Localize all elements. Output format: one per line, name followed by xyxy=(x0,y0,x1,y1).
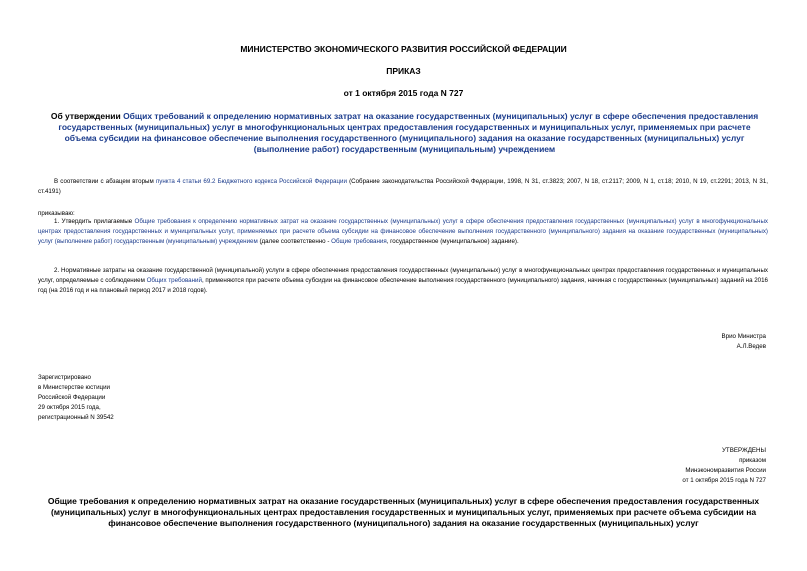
order-title xyxy=(48,111,761,155)
registration-line: регистрационный N 39542 xyxy=(38,414,114,421)
general-requirements-link[interactable]: Общие требования к определению нормативных затрат на оказание государственных (муниципальных) услуг в сфере обеспечения предоставления государственных (муниципальных) услуг в многофункциональных центрах предоставления государственных и муниципальных услуг, применяемых при расчете объема субсидии на финансовое обеспечение выполнения государственного (муниципального) задания на оказание государственных (муниципальных) услуг (выполнение работ) государственным (муниципальным) учреждением xyxy=(38,218,769,245)
registration-line: 29 октября 2015 года, xyxy=(38,404,101,411)
ministry-heading: МИНИСТЕРСТВО ЭКОНОМИЧЕСКОГО РАЗВИТИЯ РОССИЙСКОЙ ФЕДЕРАЦИИ xyxy=(240,44,567,54)
basis-text-pre: В соответствии с абзацем вторым xyxy=(54,178,156,185)
item2-text-post: , применяются при расчете объема субсидии на финансовое обеспечение выполнения государственного (муниципального) задания, начиная с государственных (муниципальных) заданий на 2016 год (на 2016 год и на плановый период 2017 и 2018 годов). xyxy=(38,277,769,294)
item2-text-pre: 2. Нормативные затраты на оказание государственной (муниципальной) услуги в сфере обеспечения предоставления государственных (муниципальных) услуг в многофункциональных центрах предоставления государственных и муниципальных услуг, определяемые с соблюдением xyxy=(38,267,768,284)
general-requirements-short-link[interactable]: Общие требования xyxy=(331,238,387,245)
approval-line: УТВЕРЖДЕНЫ xyxy=(722,447,766,454)
approval-line: приказом xyxy=(739,457,766,464)
registration-block xyxy=(38,373,114,423)
approval-line: Минэкономразвития России xyxy=(685,467,766,474)
item1-text-post: , государственное (муниципальное) задание). xyxy=(386,238,519,245)
doc-type-heading: ПРИКАЗ xyxy=(386,66,421,76)
general-requirements-ref-link[interactable]: Общих требований xyxy=(146,277,202,284)
signature-block xyxy=(722,332,766,352)
item1-text-mid: (далее соответственно - xyxy=(257,238,332,245)
paragraph-basis xyxy=(38,177,768,197)
signature-position: Врио Министра xyxy=(721,333,766,340)
appendix-title: Общие требования к определению нормативных затрат на оказание государственных (муниципальных) услуг в сфере обеспечения предоставления государственных (муниципальных) услуг в многофункциональных центрах предоставления государственных и муниципальных услуг, применяемых при расчете объема субсидии на финансовое обеспечение выполнения государственного (муниципального) задания на оказание государственных (муниципальных) услуг xyxy=(47,496,760,528)
paragraph-item-2 xyxy=(38,266,768,296)
order-title-link[interactable]: Общих требований к определению нормативных затрат на оказание государственных (муниципальных) услуг в сфере обеспечения предоставления государственных (муниципальных) услуг в многофункциональных центрах предоставления государственных и муниципальных услуг, применяемых при расчете объема субсидии на финансовое обеспечение выполнения государственного (муниципального) задания на оказание государственных (муниципальных) услуг (выполнение работ) государственным (муниципальным) учреждением xyxy=(58,111,759,154)
paragraph-order-word: приказываю: xyxy=(38,210,75,217)
budget-code-link[interactable]: пункта 4 статьи 69.2 Бюджетного кодекса Российской Федерации xyxy=(155,178,347,185)
order-title-prefix: Об утверждении xyxy=(50,111,124,121)
signature-name: А.Л.Ведев xyxy=(736,343,766,350)
item1-text-pre: 1. Утвердить прилагаемые xyxy=(54,218,135,225)
paragraph-item-1 xyxy=(38,217,768,247)
registration-line: Зарегистрировано xyxy=(38,374,91,381)
registration-line: в Министерстве юстиции xyxy=(38,384,111,391)
basis-text-post: (Собрание законодательства Российской Федерации, 1998, N 31, ст.3823; 2007, N 18, ст.2117; 2009, N 1, ст.18; 2010, N 19, ст.2291; 2013, N 31, ст.4191) xyxy=(38,178,768,195)
doc-date-number: от 1 октября 2015 года N 727 xyxy=(343,88,464,98)
approval-line: от 1 октября 2015 года N 727 xyxy=(682,477,766,484)
approval-block xyxy=(682,446,766,486)
registration-line: Российской Федерации xyxy=(38,394,106,401)
